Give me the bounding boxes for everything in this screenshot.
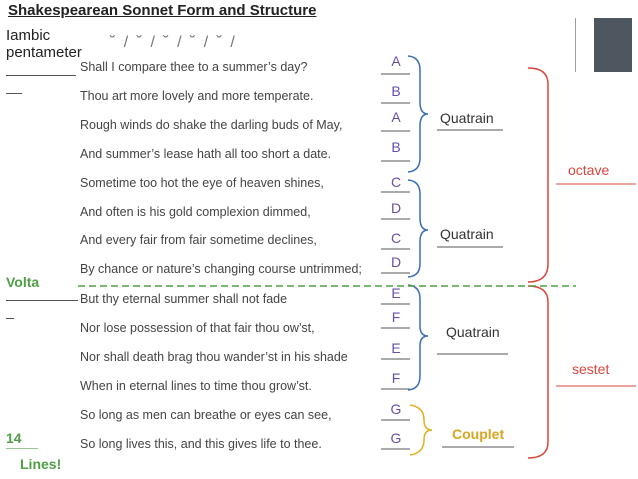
- volta-label: Volta: [6, 274, 40, 290]
- sonnet-line-9: But thy eternal summer shall not fade: [80, 292, 288, 306]
- rhyme-letter-6: D: [390, 200, 402, 216]
- rhyme-letter-8: D: [390, 254, 402, 270]
- couplet-brace: [410, 405, 432, 455]
- sonnet-line-7: And every fair from fair sometime declines,: [80, 233, 317, 247]
- rhyme-letter-4: B: [391, 139, 401, 155]
- decorative-rule: [575, 18, 576, 72]
- sonnet-line-5: Sometime too hot the eye of heaven shines,: [80, 176, 324, 190]
- decorative-block: [594, 18, 632, 72]
- sonnet-line-13: So long as men can breathe or eyes can see,: [80, 408, 332, 422]
- page-title: Shakespearean Sonnet Form and Structure: [8, 2, 317, 19]
- sonnet-line-6: And often is his gold complexion dimmed,: [80, 205, 311, 219]
- sonnet-line-2: Thou art more lovely and more temperate.: [80, 89, 314, 103]
- quatrain-2-brace: [408, 180, 428, 277]
- stress-marks: ˘ / ˘ / ˘ / ˘ / ˘ /: [110, 34, 237, 51]
- sonnet-line-8: By chance or nature’s changing course untrimmed;: [80, 262, 362, 276]
- sonnet-line-3: Rough winds do shake the darling buds of May,: [80, 118, 343, 132]
- quatrain-1-brace: [408, 56, 428, 172]
- couplet-label: Couplet: [452, 426, 505, 442]
- quatrain-3-label: Quatrain: [446, 324, 500, 340]
- rhyme-letter-2: B: [391, 83, 401, 99]
- sonnet-line-12: When in eternal lines to time thou grow’st.: [80, 379, 312, 393]
- rhyme-letter-5: C: [390, 174, 402, 190]
- octave-label: octave: [568, 162, 610, 178]
- rhyme-letter-12: F: [391, 370, 401, 386]
- sonnet-line-10: Nor lose possession of that fair thou ow’st,: [80, 321, 315, 335]
- sonnet-line-1: Shall I compare thee to a summer’s day?: [80, 60, 308, 74]
- rhyme-letter-7: C: [390, 230, 402, 246]
- rhyme-letter-1: A: [391, 53, 401, 69]
- rhyme-letter-13: G: [390, 401, 402, 417]
- sonnet-line-14: So long lives this, and this gives life to thee.: [80, 437, 322, 451]
- lines-count: 14: [6, 430, 22, 446]
- sestet-label: sestet: [572, 361, 610, 377]
- quatrain-2-label: Quatrain: [440, 226, 494, 242]
- sestet-bracket: [528, 286, 548, 458]
- rhyme-letter-11: E: [391, 340, 401, 356]
- rhyme-letter-14: G: [390, 430, 402, 446]
- iambic-pentameter-label: Iambic pentameter: [6, 27, 82, 61]
- sonnet-line-11: Nor shall death brag thou wander’st in his shade: [80, 350, 348, 364]
- quatrain-1-label: Quatrain: [440, 110, 494, 126]
- quatrain-3-brace: [408, 285, 428, 390]
- rhyme-letter-10: F: [391, 309, 401, 325]
- sonnet-line-4: And summer’s lease hath all too short a date.: [80, 147, 332, 161]
- octave-bracket: [528, 68, 548, 282]
- lines-label: Lines!: [20, 456, 62, 472]
- rhyme-letter-3: A: [391, 109, 401, 125]
- rhyme-letter-9: E: [391, 285, 401, 301]
